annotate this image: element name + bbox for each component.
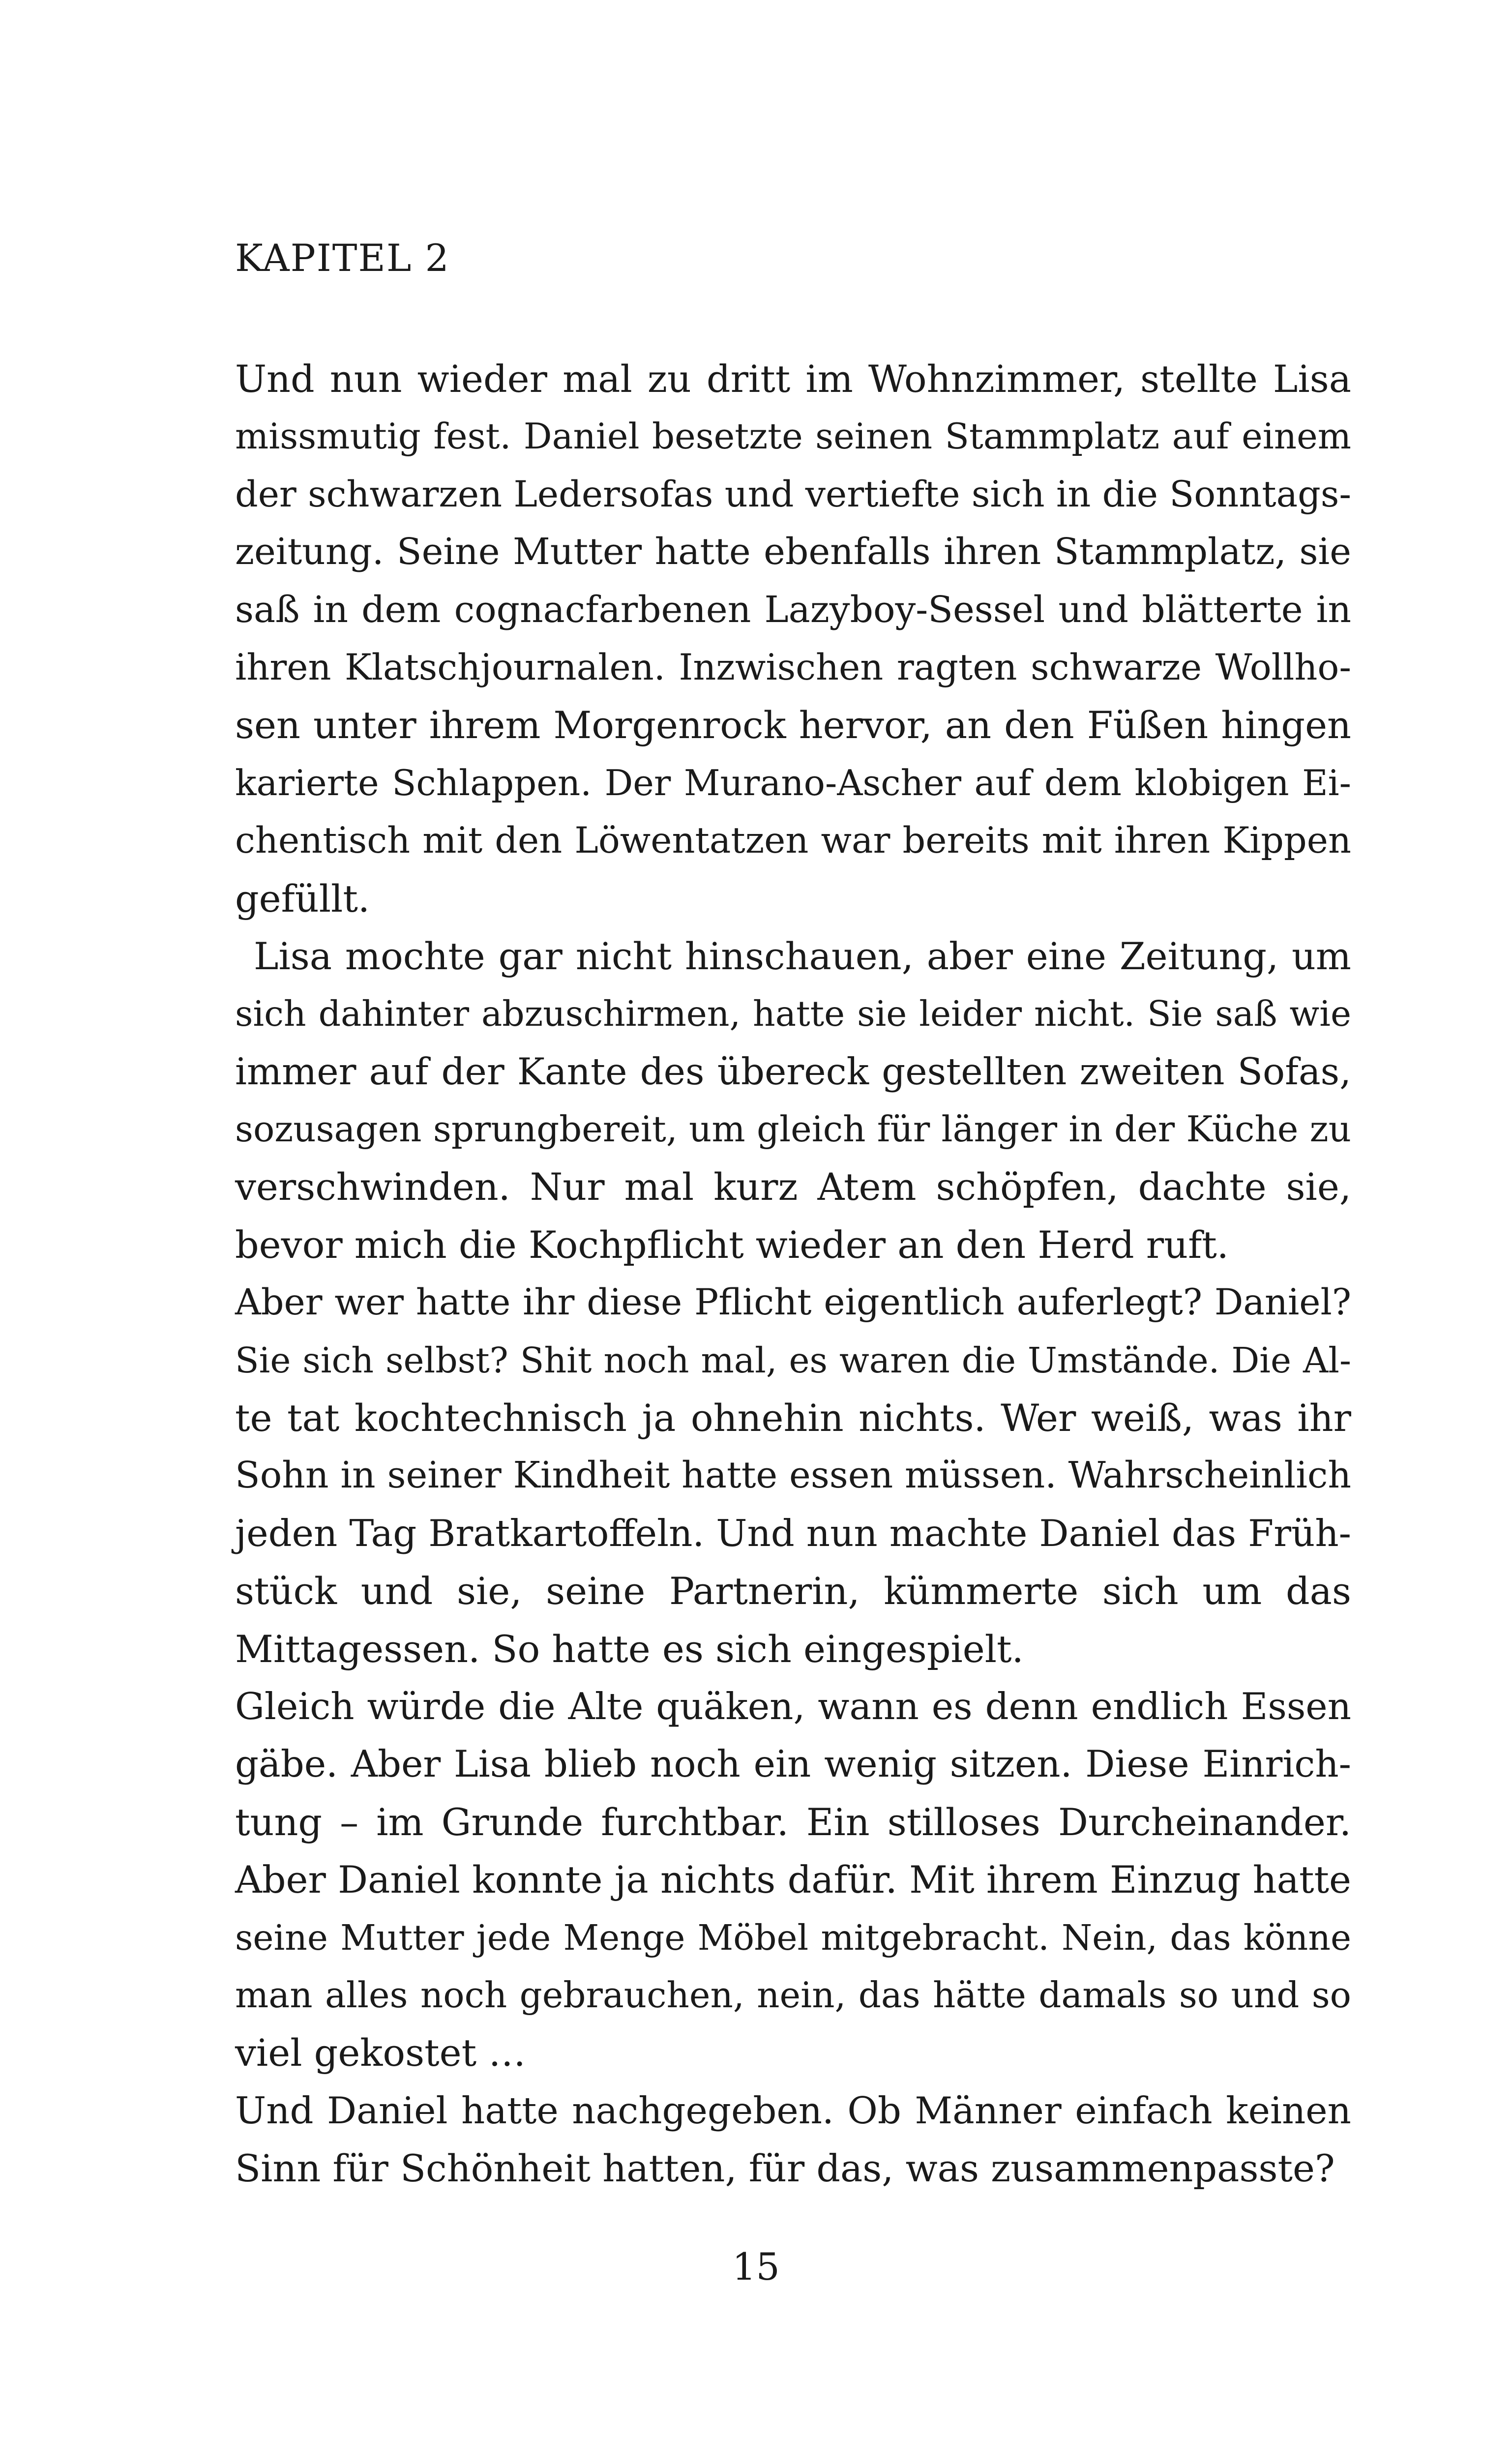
text-line: bevor mich die Kochpflicht wieder an den Herd ruft. [235, 1222, 1229, 1267]
text-line: Lisa mochte gar nicht hinschauen, aber eine Zeitung, um [254, 934, 1351, 978]
text-line: Sinn für Schönheit hatten, für das, was zusammenpasste? [235, 2146, 1335, 2191]
chapter-heading: KAPITEL 2 [235, 236, 450, 280]
text-line: man alles noch gebrauchen, nein, das hätte damals so und so [235, 1974, 1351, 2016]
text-line: tung – im Grunde furchtbar. Ein stilloses Durcheinander. [235, 1800, 1351, 1844]
text-line: Sie sich selbst? Shit noch mal, es waren die Umstände. Die Al- [235, 1339, 1351, 1381]
text-line: verschwinden. Nur mal kurz Atem schöpfen, dachte sie, [235, 1165, 1351, 1209]
text-line: seine Mutter jede Menge Möbel mitgebracht. Nein, das könne [235, 1917, 1351, 1958]
text-line: ihren Klatschjournalen. Inzwischen ragten schwarze Wollho- [235, 646, 1351, 688]
text-line: immer auf der Kante des übereck gestellten zweiten Sofas, [235, 1049, 1351, 1093]
text-line: Aber Daniel konnte ja nichts dafür. Mit ihrem Einzug hatte [235, 1858, 1351, 1902]
text-line: te tat kochtechnisch ja ohnehin nichts. Wer weiß, was ihr [235, 1396, 1351, 1440]
text-line: stück und sie, seine Partnerin, kümmerte sich um das [235, 1569, 1351, 1613]
text-line: chentisch mit den Löwentatzen war bereits mit ihren Kippen [235, 820, 1351, 862]
text-line: sozusagen sprungbereit, um gleich für länger in der Küche zu [235, 1108, 1351, 1150]
text-line: Und Daniel hatte nachgegeben. Ob Männer einfach keinen [235, 2088, 1351, 2132]
text-line: Sohn in seiner Kindheit hatte essen müssen. Wahrscheinlich [235, 1454, 1351, 1497]
text-line: gefüllt. [235, 876, 370, 921]
text-line: sen unter ihrem Morgenrock hervor, an den Füßen hingen [235, 703, 1351, 747]
text-line: missmutig fest. Daniel besetzte seinen Stammplatz auf einem [235, 416, 1351, 457]
text-line: zeitung. Seine Mutter hatte ebenfalls ihren Stammplatz, sie [235, 531, 1351, 573]
body-text [235, 350, 1351, 2198]
text-line: Aber wer hatte ihr diese Pflicht eigentlich auferlegt? Daniel? [235, 1281, 1351, 1324]
text-line: jeden Tag Bratkartoffeln. Und nun machte Daniel das Früh- [235, 1511, 1351, 1555]
text-line: der schwarzen Ledersofas und vertiefte sich in die Sonntags- [235, 473, 1351, 515]
text-line: Und nun wieder mal zu dritt im Wohnzimmer, stellte Lisa [235, 357, 1351, 401]
text-line: sich dahinter abzuschirmen, hatte sie leider nicht. Sie saß wie [235, 993, 1351, 1035]
text-line: karierte Schlappen. Der Murano-Ascher auf dem klobigen Ei- [235, 762, 1351, 803]
text-line: viel gekostet … [235, 2031, 526, 2075]
text-line: gäbe. Aber Lisa blieb noch ein wenig sitzen. Diese Einrich- [235, 1742, 1351, 1786]
page-number: 15 [732, 2245, 780, 2289]
text-line: Mittagessen. So hatte es sich eingespielt. [235, 1627, 1024, 1671]
text-line: saß in dem cognacfarbenen Lazyboy-Sessel und blätterte in [235, 588, 1351, 631]
text-line: Gleich würde die Alte quäken, wann es denn endlich Essen [235, 1684, 1351, 1728]
